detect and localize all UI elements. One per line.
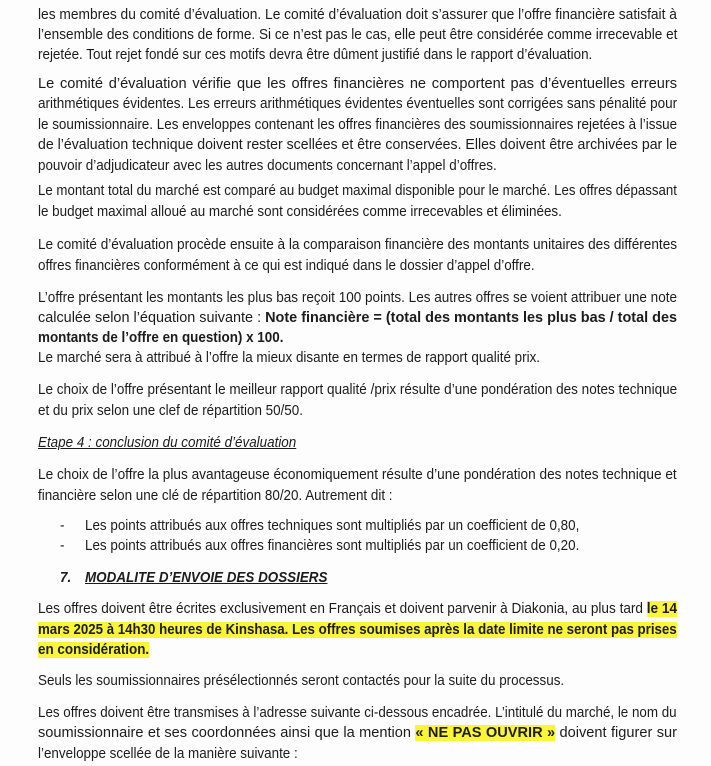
- text-line: rejetée. Tout rejet fondé sur ces motifs devra être dûment justifié dans le rapport d’évaluation.: [38, 47, 593, 63]
- do-not-open-highlight: « NE PAS OUVRIR »: [415, 725, 556, 741]
- text-line: [38, 620, 677, 640]
- paragraph-9: Seuls les soumissionnaires présélectionnés seront contactés pour la suite du processus.: [38, 673, 565, 689]
- text-line: Le comité d’évaluation vérifie que les offres financières ne comportent pas d’éventuelles erreurs: [38, 76, 677, 92]
- text-line: L’offre présentant les montants les plus bas reçoit 100 points. Les autres offres se voient attribuer une note: [38, 290, 678, 306]
- text-line: Le choix de l’offre la plus avantageuse économiquement résulte d’une pondération des notes technique et: [38, 467, 677, 483]
- text-line: soumissionnaire et ses coordonnées ainsi que la mention « NE PAS OUVRIR » doivent figurer sur: [38, 725, 677, 741]
- text-line: financière selon une clé de répartition 80/20. Autrement dit :: [38, 488, 393, 504]
- deadline-highlight: en considération.: [38, 642, 150, 658]
- text-line: Les offres doivent être transmises à l’adresse suivante ci-dessous encadrée. L’intitulé du marché, le nom du: [38, 705, 677, 721]
- step-4-heading: Etape 4 : conclusion du comité d’évaluation: [38, 435, 297, 451]
- deadline-highlight: mars 2025 à 14h30 heures de Kinshasa. Les offres soumises après la date limite ne seront pas prises: [38, 622, 677, 638]
- text-line: Le choix de l’offre présentant le meilleur rapport qualité /prix résulte d’une pondération des notes technique: [38, 382, 678, 398]
- text-line: Le comité d’évaluation procède ensuite à la comparaison financière des montants unitaires des différentes: [38, 237, 678, 253]
- list-item: Les points attribués aux offres techniques sont multipliés par un coefficient de 0,80,: [85, 518, 580, 534]
- text-line: Les offres doivent être écrites exclusivement en Français et doivent parvenir à Diakonia, au plus tard le 14: [38, 601, 678, 617]
- text-line: arithmétiques évidentes. Les erreurs arithmétiques évidentes éventuelles sont corrigées sans pénalité pour: [38, 96, 678, 112]
- deadline-highlight: le 14: [646, 601, 678, 617]
- list-item: Les points attribués aux offres financières sont multipliés par un coefficient de 0,20.: [85, 538, 580, 554]
- formula-text: montants de l’offre en question) x 100.: [38, 330, 284, 346]
- text-line: et du prix selon une clef de répartition 50/50.: [38, 403, 303, 419]
- text-line: Le montant total du marché est comparé au budget maximal disponible pour le marché. Les offres dépassant: [38, 183, 677, 199]
- text-line: [38, 640, 677, 660]
- text-line: l’enveloppe scellée de la manière suivante :: [38, 746, 298, 762]
- bullet-marker: -: [60, 518, 65, 534]
- text-line: l’ensemble des conditions de forme. Si ce n’est pas le cas, elle peut être considérée comme irrecevable et: [38, 27, 678, 43]
- text-line: calculée selon l’équation suivante : Note financière = (total des montants les plus bas / total des: [38, 310, 678, 326]
- text-line: le soumissionnaire. Les enveloppes contenant les offres financières des soumissionnaires rejetées à l’issue: [38, 117, 678, 133]
- text-line: pouvoir d’adjudicateur avec les autres documents concernant l’appel d’offres.: [38, 158, 497, 174]
- text-line: [38, 328, 677, 348]
- section-title: MODALITE D’ENVOIE DES DOSSIERS: [85, 570, 328, 586]
- text-line: Le marché sera à attribué à l’offre la mieux disante en termes de rapport qualité prix.: [38, 350, 541, 366]
- bullet-marker: -: [60, 538, 65, 554]
- text-line: offres financières conformément à ce qui est indiqué dans le dossier d’appel d’offre.: [38, 258, 535, 274]
- text-line: de l’évaluation technique doivent rester scellées et être conservées. Elles doivent être archivées par le: [38, 137, 678, 153]
- text-line: les membres du comité d’évaluation. Le comité d’évaluation doit s’assurer que l’offre financière satisfait à: [38, 7, 677, 23]
- section-number: 7.: [60, 570, 72, 586]
- text-line: le budget maximal alloué au marché sont considérées comme irrecevables et éliminées.: [38, 204, 562, 220]
- formula-text: Note financière = (total des montants les plus bas / total des: [265, 310, 678, 326]
